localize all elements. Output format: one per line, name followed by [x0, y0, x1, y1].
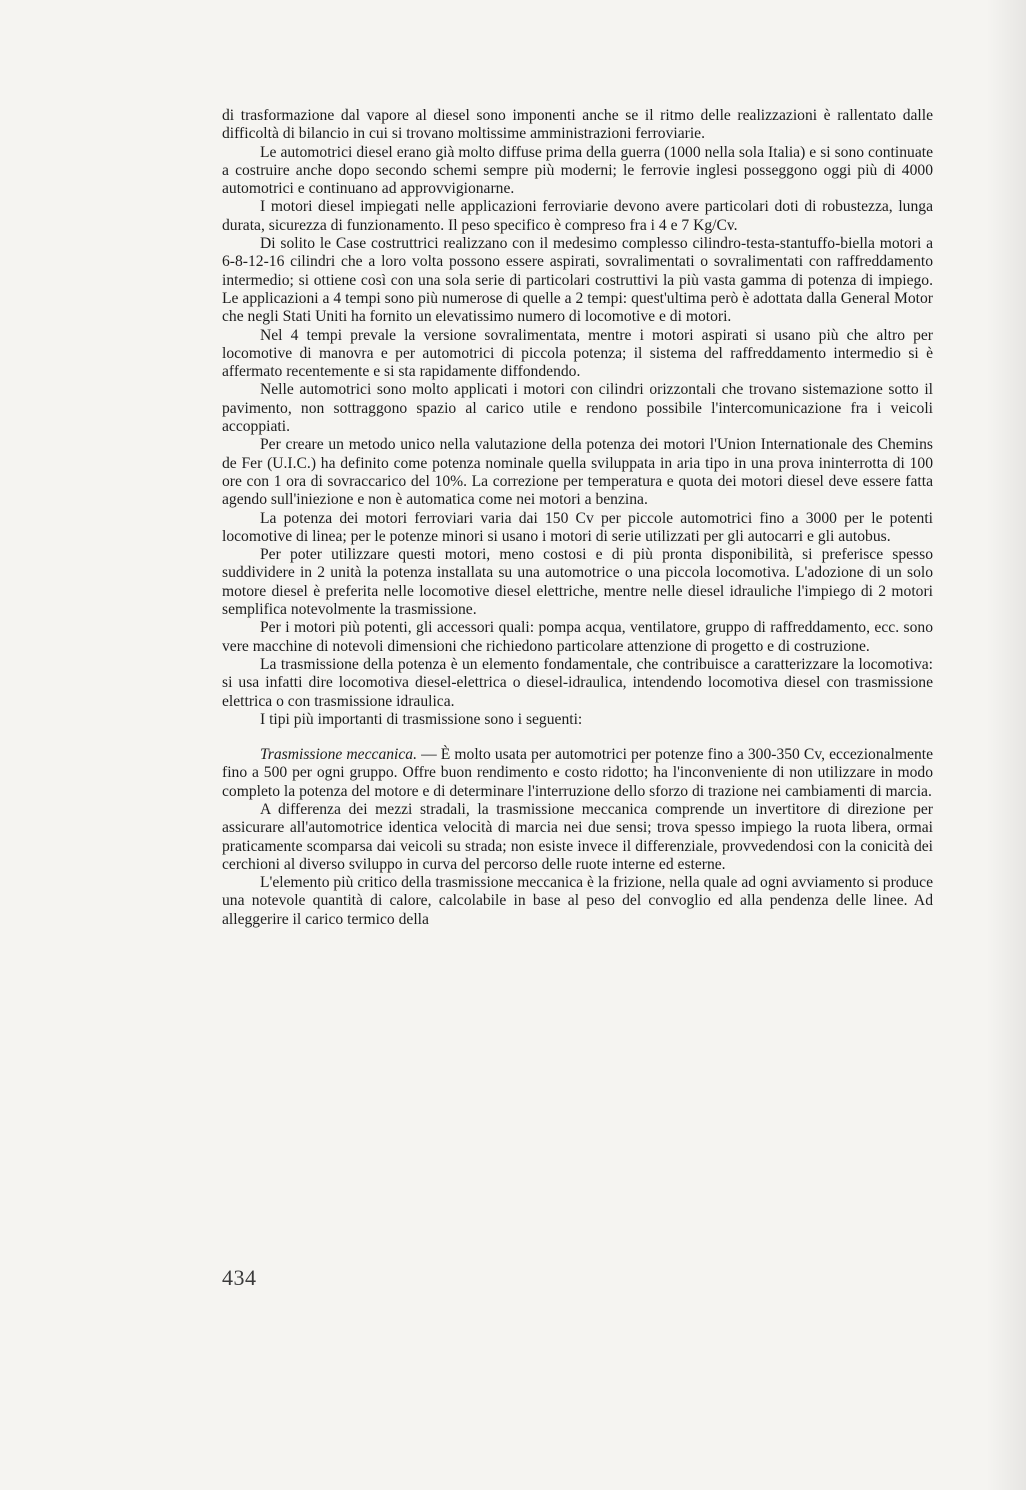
paragraph: L'elemento più critico della trasmissione meccanica è la frizione, nella quale ad ogni avviamento si produce una notevole quantità di calore, calcolabile in base al peso del convoglio ed alla pendenza delle linee. Ad alleggerire il carico termico della	[222, 874, 933, 928]
section-heading: Trasmissione meccanica.	[260, 746, 417, 764]
paragraph: La trasmissione della potenza è un elemento fondamentale, che contribuisce a caratterizzare la locomotiva: si usa infatti dire locomotiva diesel-elettrica o diesel-idraulica, intendendo locomotiva diesel con trasmissione elettrica o con trasmissione idraulica.	[222, 655, 933, 710]
paragraph: di trasformazione dal vapore al diesel sono imponenti anche se il ritmo delle realizzazioni è rallentato dalle difficoltà di bilancio in cui si trovano moltissime amministrazioni ferroviarie.	[222, 107, 933, 143]
paragraph: Per i motori più potenti, gli accessori quali: pompa acqua, ventilatore, gruppo di raffreddamento, ecc. sono vere macchine di notevoli dimensioni che richiedono particolare attenzione di progetto e di costruzione.	[222, 619, 933, 655]
paragraph: Di solito le Case costruttrici realizzano con il medesimo complesso cilindro-testa-stantuffo-biella motori a 6-8-12-16 cilindri che a loro volta possono essere aspirati, sovralimentati o sovralimentati con raffreddamento intermedio; si ottiene così con una sola serie di particolari costruttivi la più vasta gamma di potenza di impiego. Le applicazioni a 4 tempi sono più numerose di quelle a 2 tempi: quest'ultima però è adottata dalla General Motor che negli Stati Uniti ha fornito un elevatissimo numero di locomotive e di motori.	[222, 235, 933, 326]
paragraph: La potenza dei motori ferroviari varia dai 150 Cv per piccole automotrici fino a 3000 per le potenti locomotive di linea; per le potenze minori si usano i motori di serie utilizzati per gli autocarri e gli autobus.	[222, 509, 933, 545]
paragraph: Per poter utilizzare questi motori, meno costosi e di più pronta disponibilità, si preferisce spesso suddividere in 2 unità la potenza installata su una automotrice o una piccola locomotiva. L'adozione di un solo motore diesel è preferita nelle locomotive diesel elettriche, mentre nelle diesel idrauliche l'impiego di 2 motori semplifica notevolmente la trasmissione.	[222, 546, 933, 619]
paragraph: I tipi più importanti di trasmissione sono i seguenti:	[260, 710, 583, 728]
paragraph: A differenza dei mezzi stradali, la trasmissione meccanica comprende un invertitore di direzione per assicurare all'automotrice identica velocità di marcia nei due sensi; trova spesso impiego la ruota libera, ormai praticamente scomparsa dai veicoli su strada; non esiste invece il differenziale, provvedendosi con la conicità dei cerchioni al diverso sviluppo in curva del percorso delle ruote interne ed esterne.	[222, 800, 933, 873]
section-lead: — È molto usata per automotrici per potenze fino a 300-350 Cv, eccezionalmente fino a 500 per ogni gruppo. Offre buon rendimento e costo ridotto; ha l'inconveniente di non utilizzare in modo completo la potenza del motore e di determinare l'interruzione dello sforzo di trazione nei cambiamenti di marcia.	[222, 746, 934, 800]
paragraph: Nel 4 tempi prevale la versione sovralimentata, mentre i motori aspirati si usano più che altro per locomotive di manovra e per automotrici di piccola potenza; il sistema del raffreddamento intermedio si è affermato recentemente e si sta rapidamente diffondendo.	[222, 326, 933, 381]
page-number: 434	[222, 1265, 257, 1290]
page-edge-shadow	[986, 0, 1026, 1490]
section-paragraph	[222, 746, 933, 801]
paragraph: I motori diesel impiegati nelle applicazioni ferroviarie devono avere particolari doti di robustezza, lunga durata, sicurezza di funzionamento. Il peso specifico è compreso fra i 4 e 7 Kg/Cv.	[222, 198, 933, 234]
paragraph: Nelle automotrici sono molto applicati i motori con cilindri orizzontali che trovano sistemazione sotto il pavimento, non sottraggono spazio al carico utile e rendono possibile l'intercomunicazione fra i veicoli accoppiati.	[222, 381, 933, 436]
body-text	[222, 107, 933, 929]
paragraph: Le automotrici diesel erano già molto diffuse prima della guerra (1000 nella sola Italia) e si sono continuate a costruire anche dopo secondo schemi sempre più moderni; le ferrovie inglesi posseggono oggi più di 4000 automotrici e continuano ad approvvigionarne.	[222, 143, 933, 198]
paragraph: Per creare un metodo unico nella valutazione della potenza dei motori l'Union Internationale des Chemins de Fer (U.I.C.) ha definito come potenza nominale quella sviluppata in aria tipo in una prova ininterrotta di 100 ore con 1 ora di sovraccarico del 10%. La correzione per temperatura e quota dei motori diesel deve essere fatta agendo sull'iniezione e non è automatica come nei motori a benzina.	[222, 436, 933, 509]
